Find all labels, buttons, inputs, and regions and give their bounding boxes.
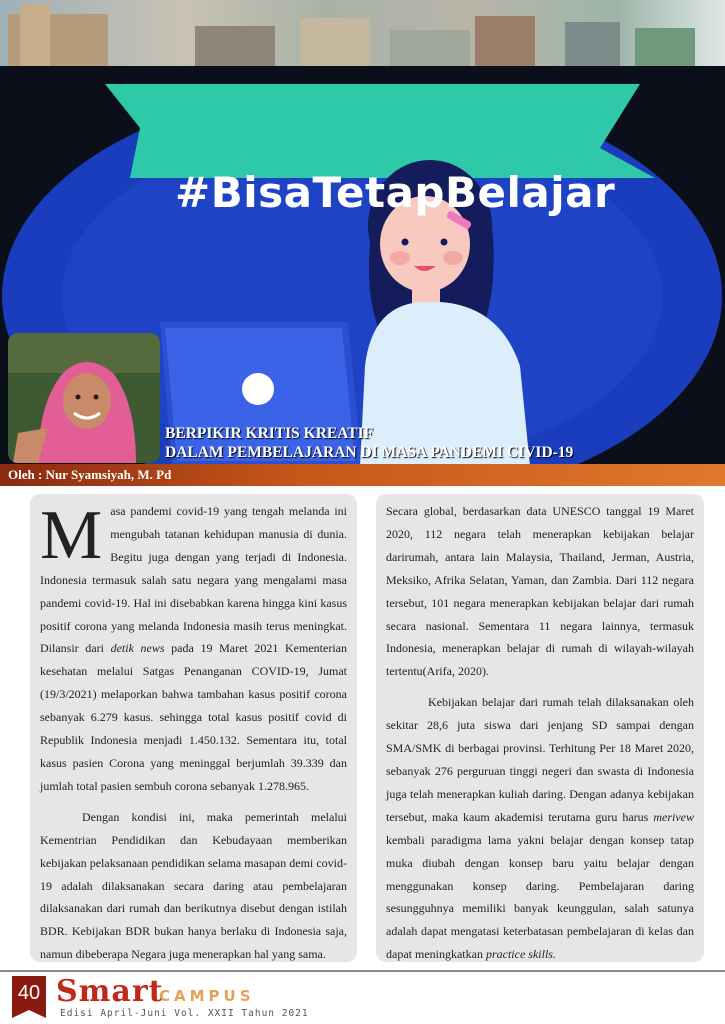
paragraph-4 (386, 691, 694, 966)
footer-divider (0, 970, 725, 972)
paragraph-4-text-b: kembali paradigma lama yakni belajar dengan konsep tatap muka diubah dengan konsep baru yaitu belajar dengan menggunakan konsep daring. Pembelajaran daring sesungguhnya memiliki banyak keunggulan, salah satunya adalah dapat mengatasi keterbatasan pembelajaran di kelas dan dapat meningkatkan (386, 832, 694, 962)
title-line-1: BERPIKIR KRITIS KREATIF (165, 425, 374, 442)
paragraph-3: Secara global, berdasarkan data UNESCO tanggal 19 Maret 2020, 112 negara telah menerapkan kebijakan belajar darirumah, antara lain Malaysia, Thailand, Jerman, Austria, Meksiko, Afrika Selatan, Yaman, dan Zambia. Dari 112 negara tersebut, 101 negara menerapkan kebijakan belajar dari rumah secara nasional. Sementara 11 negara lainnya, termasuk Indonesia, menerapkan belajar di rumah di wilayah-wilayah tertentu(Arifa, 2020). (386, 504, 694, 679)
dropcap-letter: M (40, 497, 103, 574)
article-column-left (30, 494, 357, 962)
paragraph-2: Dengan kondisi ini, maka pemerintah melalui Kementrian Pendidikan dan Kebudayaan memberikan kebijakan pelaksanaan pendidikan selama masapan demi covid-19 adalah dilaksanakan secara daring atau pembelajaran dilaksanakan dari rumah dan berikutnya disebut dengan istilah BDR. Kebijakan BDR bukan hanya berlaku di Indonesia saja, namun dibeberapa Negara juga menerapkan hal yang sama. (40, 809, 347, 962)
brand-logo-sub: CAMPUS (159, 987, 255, 1005)
author-photo (8, 333, 160, 463)
campus-banner-photo (0, 0, 725, 66)
hashtag-heading: #BisaTetapBelajar (175, 168, 616, 217)
paragraph-1-text: asa pandemi covid-19 yang tengah melanda ini mengubah tatanan kehidupan manusia di dunia. Begitu juga dengan yang terjadi di Indonesia. Indonesia termasuk salah satu negara yang mengalami masa pandemi covid-19. Hal ini disebabkan karena hingga kini kasus positif corona yang melanda Indonesia masih terus meningkat. Dilansir dari (40, 504, 347, 656)
brand-logo-main: Smart (56, 974, 164, 1009)
page-number: 40 (12, 976, 46, 1010)
title-line-2: DALAM PEMBELAJARAN DI MASA PANDEMI CIVID-19 (165, 444, 574, 461)
author-portrait-icon (8, 333, 160, 463)
paragraph-4-text-a: Kebijakan belajar dari rumah telah dilaksanakan oleh sekitar 28,6 juta siswa dari jenjang SD sampai dengan SMA/SMK di berbagai provinsi. Terhitung Per 18 Maret 2020, sebanyak 276 perguruan tinggi negeri dan swasta di Indonesia juga telah menerapkan kuliah daring. Dengan adanya kebijakan tersebut, maka kaum akademisi terutama guru harus (386, 695, 694, 824)
author-byline: Oleh : Nur Syamsiyah, M. Pd (8, 467, 172, 482)
paragraph-1-text-end: pada 19 Maret 2021 Kementerian kesehatan melalui Satgas Penanganan COVID-19, Jumat (19/3/2021) melaporkan bahwa tambahan kasus positif corona sebanyak 6.279 kasus. sehingga total kasus positif covid di Republik Indonesia menjadi 1.450.132. Sementara itu, total kasus pasien Corona yang meninggal berjumlah 39.339 dan jumlah total pasien sembuh corona sebanyak 1.278.965. (40, 641, 347, 793)
article-title (165, 424, 725, 462)
edition-info: Edisi April-Juni Vol. XXII Tahun 2021 (60, 1008, 309, 1019)
page-number-ribbon-icon (12, 1010, 46, 1018)
article-column-right (376, 494, 704, 962)
emphasis-practice-skills: practice skills. (485, 947, 556, 962)
source-name: detik news (110, 641, 165, 656)
emphasis-merivew: merivew (653, 809, 694, 824)
paragraph-1 (40, 497, 347, 798)
